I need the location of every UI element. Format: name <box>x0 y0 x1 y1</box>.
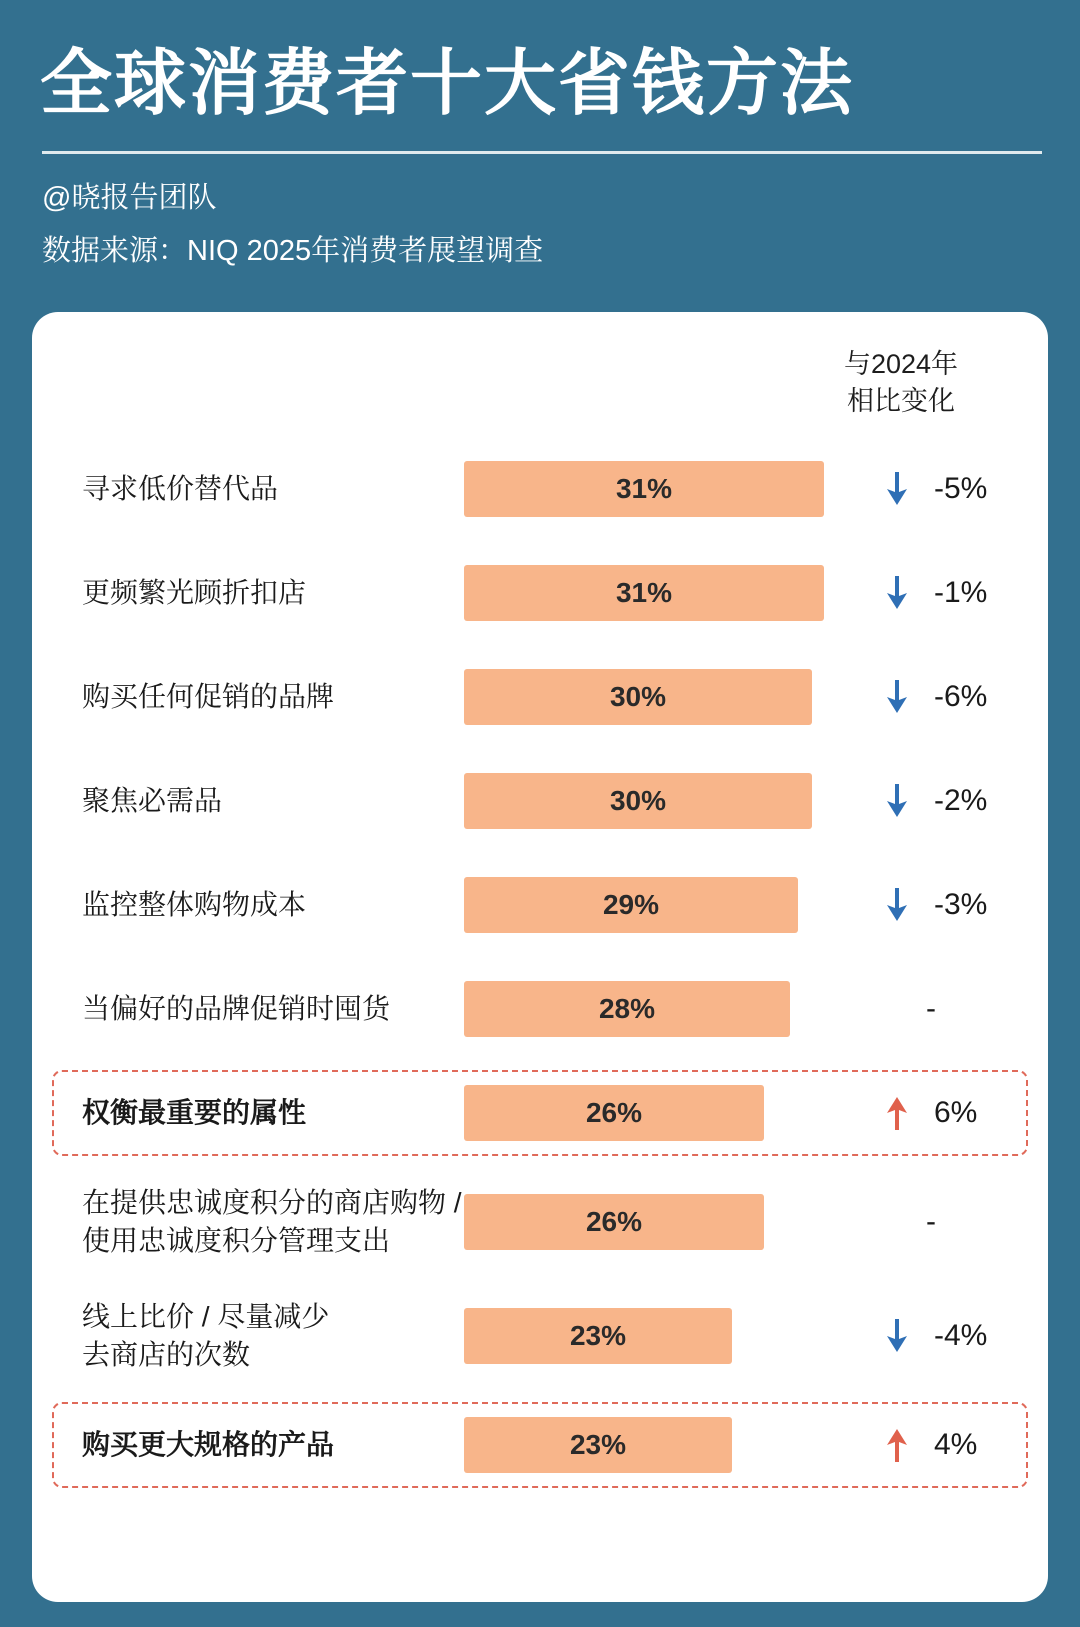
row-change <box>864 1094 1020 1132</box>
bar-track <box>464 461 864 517</box>
arrow-down-icon <box>882 678 912 716</box>
row-change <box>864 1317 1020 1355</box>
row-label <box>60 1184 464 1259</box>
change-value: -5% <box>934 472 988 505</box>
bar-value: 23% <box>464 1308 732 1364</box>
row-label <box>60 1426 464 1464</box>
chart-row-highlighted <box>52 1402 1028 1488</box>
row-change <box>864 1426 1020 1464</box>
page-title: 全球消费者十大省钱方法 <box>40 44 855 124</box>
row-change <box>864 886 1020 924</box>
row-label-line1: 当偏好的品牌促销时囤货 <box>82 993 391 1025</box>
change-value: -2% <box>934 784 988 817</box>
arrow-up-icon <box>882 1426 912 1464</box>
bar-value: 28% <box>464 981 790 1037</box>
bar-track <box>464 981 864 1037</box>
change-value: -6% <box>934 680 988 713</box>
row-label <box>60 678 464 716</box>
bar-value: 30% <box>464 669 812 725</box>
bar-track <box>464 1308 864 1364</box>
change-column-header-line1: 与2024年 <box>843 349 959 379</box>
chart-row <box>60 758 1020 844</box>
bar-track <box>464 877 864 933</box>
row-label <box>60 574 464 612</box>
bar-track <box>464 565 864 621</box>
row-label <box>60 886 464 924</box>
arrow-down-icon <box>882 782 912 820</box>
row-label-line1: 权衡最重要的属性 <box>82 1097 307 1129</box>
row-change <box>864 678 1020 716</box>
data-source: 数据来源：NIQ 2025年消费者展望调查 <box>42 234 544 267</box>
change-value: - <box>926 992 936 1025</box>
arrow-down-icon <box>882 1317 912 1355</box>
row-label <box>60 470 464 508</box>
row-label-line1: 在提供忠诚度积分的商店购物 / <box>82 1187 462 1219</box>
chart-row <box>60 862 1020 948</box>
row-change <box>864 574 1020 612</box>
row-label-line2: 去商店的次数 <box>82 1339 251 1370</box>
bar-value: 30% <box>464 773 812 829</box>
title-divider <box>42 151 1042 154</box>
chart-row <box>60 1174 1020 1270</box>
row-label <box>60 1094 464 1132</box>
change-value: 4% <box>934 1428 978 1461</box>
row-label-line1: 线上比价 / 尽量减少 <box>82 1301 330 1333</box>
row-label-line1: 寻求低价替代品 <box>82 473 279 505</box>
byline: @晓报告团队 <box>42 181 217 214</box>
row-label-line1: 购买任何促销的品牌 <box>82 681 335 713</box>
row-label-line1: 购买更大规格的产品 <box>82 1429 335 1461</box>
bar-value: 31% <box>464 565 824 621</box>
chart-card <box>32 312 1048 1602</box>
chart-row <box>60 1288 1020 1384</box>
change-value: - <box>926 1205 936 1238</box>
change-value: -1% <box>934 576 988 609</box>
row-change <box>864 992 1020 1026</box>
bar-track <box>464 1417 864 1473</box>
bar-track <box>464 1085 864 1141</box>
bar-track <box>464 773 864 829</box>
row-change <box>864 1205 1020 1239</box>
bar-track <box>464 669 864 725</box>
chart-rows <box>60 446 1020 1488</box>
bar-track <box>464 1194 864 1250</box>
chart-row <box>60 550 1020 636</box>
change-value: 6% <box>934 1096 978 1129</box>
row-label-line1: 更频繁光顾折扣店 <box>82 577 307 609</box>
row-label-line1: 聚焦必需品 <box>82 785 223 817</box>
chart-row <box>60 654 1020 740</box>
row-change <box>864 470 1020 508</box>
arrow-down-icon <box>882 886 912 924</box>
bar-value: 23% <box>464 1417 732 1473</box>
row-label <box>60 782 464 820</box>
row-label-line1: 监控整体购物成本 <box>82 889 307 921</box>
bar-value: 26% <box>464 1085 764 1141</box>
change-column-header-line2: 相比变化 <box>847 386 955 417</box>
poster-header <box>0 0 1080 274</box>
row-label <box>60 1298 464 1373</box>
chart-row <box>60 446 1020 532</box>
arrow-down-icon <box>882 470 912 508</box>
bar-value: 31% <box>464 461 824 517</box>
change-value: -3% <box>934 888 988 921</box>
arrow-up-icon <box>882 1094 912 1132</box>
change-column-header <box>796 346 1006 421</box>
bar-value: 26% <box>464 1194 764 1250</box>
arrow-down-icon <box>882 574 912 612</box>
row-change <box>864 782 1020 820</box>
row-label-line2: 使用忠诚度积分管理支出 <box>82 1225 391 1256</box>
change-value: -4% <box>934 1319 988 1352</box>
bar-value: 29% <box>464 877 798 933</box>
row-label <box>60 990 464 1028</box>
chart-row <box>60 966 1020 1052</box>
chart-row-highlighted <box>52 1070 1028 1156</box>
